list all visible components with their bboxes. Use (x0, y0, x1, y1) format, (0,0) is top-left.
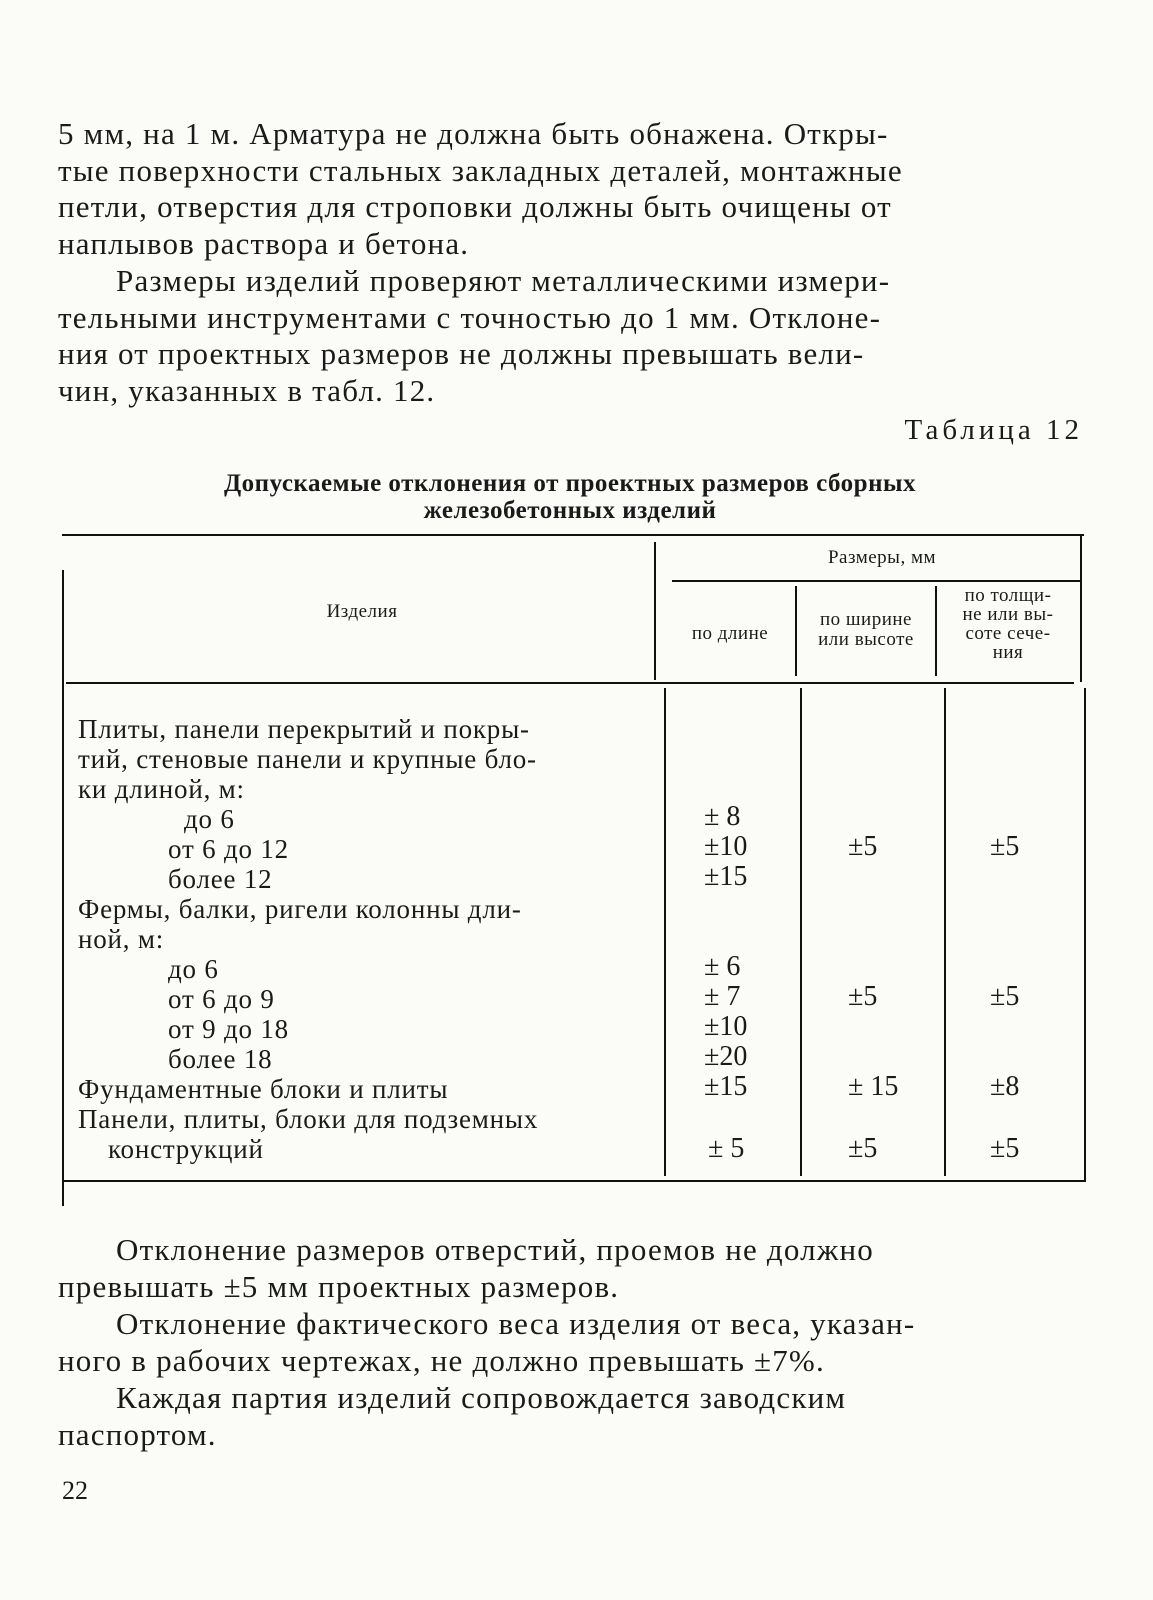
header-width: по ширине или высоте (818, 609, 914, 650)
text-line: ного в рабочих чертежах, не должно превышать ±7%. (58, 1342, 825, 1378)
row-text: от 9 до 18 (168, 1014, 289, 1044)
text-line: тые поверхности стальных закладных деталей, монтажные (58, 152, 903, 188)
row-text: ки длиной, м: (78, 774, 245, 804)
length-value: ± 8 (704, 801, 741, 832)
text-line: тельными инструментами с точностью до 1 мм. Отклоне- (58, 299, 882, 335)
table-top-rule (62, 534, 1084, 536)
text-line: превышать ±5 мм проектных размеров. (58, 1268, 620, 1304)
text-line: чин, указанных в табл. 12. (58, 372, 436, 408)
row-text: Фундаментные блоки и плиты (78, 1074, 449, 1104)
paragraph-5 (58, 1380, 1084, 1453)
row-text: Фермы, балки, ригели колонны дли- (78, 894, 522, 924)
text-line: наплывов раствора и бетона. (58, 225, 470, 261)
width-value: ±5 (848, 831, 878, 862)
row-text: тий, стеновые панели и крупные бло- (78, 744, 537, 774)
header-divider (654, 542, 656, 680)
page-number: 22 (62, 1476, 88, 1505)
header-items: Изделия (326, 601, 398, 622)
table-title (140, 470, 1000, 524)
table-bottom-rule (62, 1180, 1086, 1182)
thickness-value: ±5 (990, 831, 1020, 862)
body-col-rule-3 (944, 688, 946, 1176)
length-value: ±10 (704, 1011, 748, 1042)
table-left-rule (62, 570, 64, 1206)
thickness-value: ±5 (990, 981, 1020, 1012)
row-text: ной, м: (78, 924, 165, 954)
row-text: более 18 (168, 1044, 273, 1074)
length-value: ±20 (704, 1041, 748, 1072)
body-col-rule-2 (800, 688, 802, 1176)
text-line: ния от проектных размеров не должны превышать вели- (58, 336, 865, 371)
header-length: по длине (691, 623, 769, 644)
deviations-table (62, 534, 1088, 1204)
row-text: до 6 (184, 804, 235, 834)
length-value: ±15 (704, 1071, 748, 1102)
paragraph-2 (58, 263, 1084, 409)
text-line: Каждая партия изделий сопровождается заводским (116, 1380, 847, 1415)
table-title-line: Допускаемые отклонения от проектных размеров сборных (223, 470, 917, 497)
text-line: петли, отверстия для строповки должны быть очищены от (58, 189, 892, 224)
header-sizes: Размеры, мм (827, 547, 936, 568)
row-text: от 6 до 12 (168, 834, 289, 864)
row-text: до 6 (168, 954, 219, 984)
thickness-value: ±8 (990, 1071, 1020, 1102)
length-value: ±10 (704, 831, 748, 862)
row-text: Панели, плиты, блоки для подземных (78, 1104, 539, 1134)
length-value: ± 5 (708, 1133, 745, 1164)
length-value: ± 6 (704, 951, 741, 982)
width-value: ± 15 (848, 1071, 899, 1102)
text-line: Отклонение фактического веса изделия от веса, указан- (116, 1306, 916, 1341)
row-text: конструкций (108, 1134, 264, 1164)
text-line: паспортом. (58, 1416, 217, 1452)
row-text: более 12 (168, 864, 273, 894)
text-line: Отклонение размеров отверстий, проемов не должно (116, 1232, 874, 1267)
body-col-rule-1 (664, 688, 666, 1176)
thickness-col-rule (935, 586, 937, 676)
paragraph-4 (58, 1306, 1084, 1379)
header-right-rule (1080, 534, 1082, 682)
paragraph-3 (58, 1232, 1084, 1305)
header-thickness: по толщи- не или вы- соте сече- ния (962, 585, 1054, 663)
width-value: ±5 (848, 981, 878, 1012)
length-value: ±15 (704, 861, 748, 892)
thickness-value: ±5 (990, 1133, 1020, 1164)
width-value: ±5 (848, 1133, 878, 1164)
header-bottom-rule (66, 682, 1074, 684)
table-label: Таблица 12 (904, 414, 1083, 446)
row-text: от 6 до 9 (168, 984, 275, 1014)
text-line: 5 мм, на 1 м. Арматура не должна быть обнажена. Откры- (58, 116, 889, 151)
table-title-line: железобетонных изделий (423, 497, 717, 524)
row-text: Плиты, панели перекрытий и покры- (78, 714, 530, 744)
length-value: ± 7 (704, 981, 741, 1012)
text-line: Размеры изделий проверяют металлическими измери- (116, 263, 891, 298)
body-right-rule (1084, 688, 1086, 1182)
paragraph-1 (58, 116, 1084, 262)
sizes-rule (672, 580, 1080, 582)
width-col-rule (795, 586, 797, 676)
